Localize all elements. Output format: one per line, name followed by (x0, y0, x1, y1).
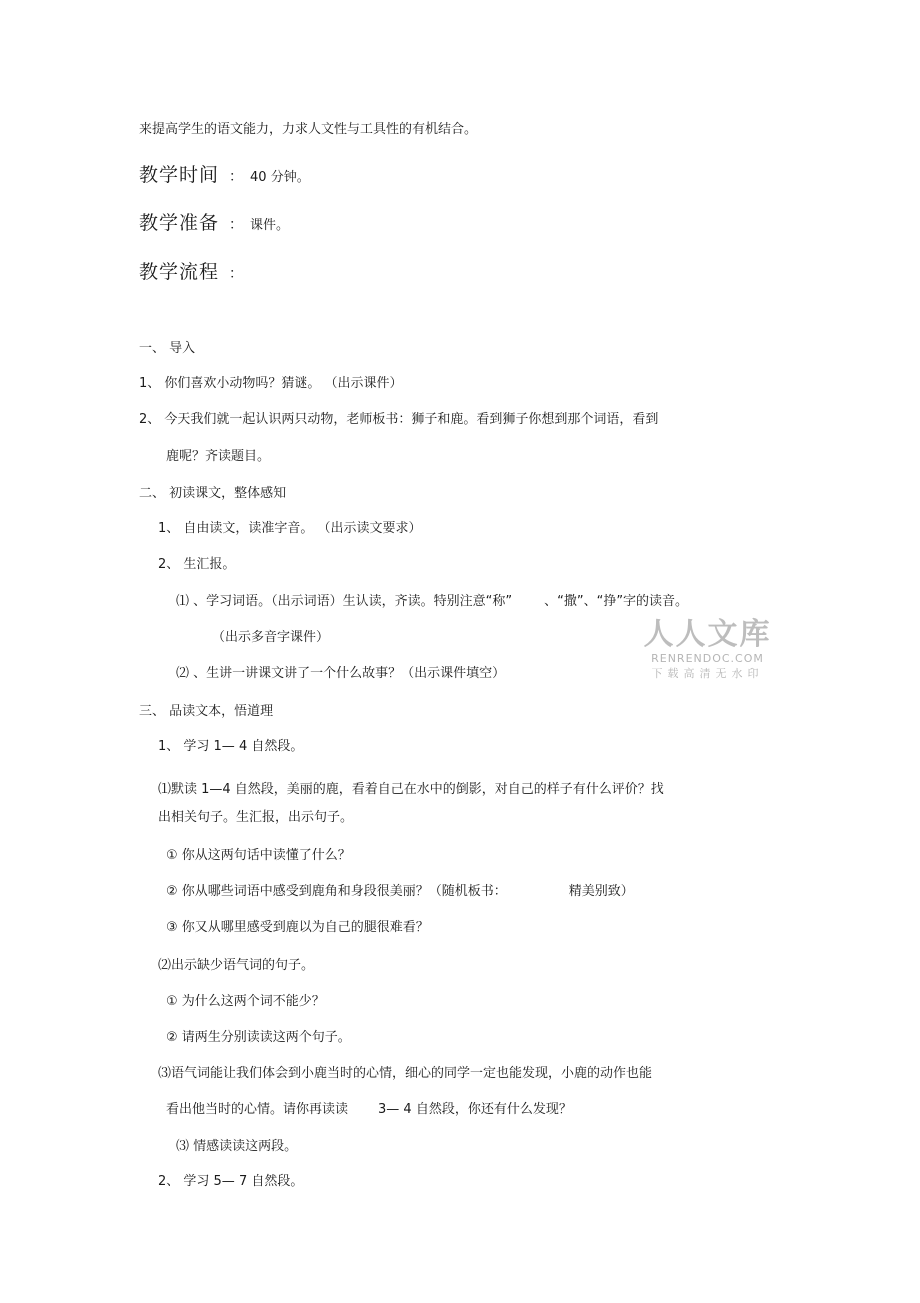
section-3-heading: 三、 品读文本，悟道理 (139, 704, 274, 719)
watermark-title: 人人文库 (643, 617, 772, 652)
paragraph-4: ⑶ 情感读读这两段。 (176, 1139, 298, 1154)
paragraph-2: ⑵出示缺少语气词的句子。 (158, 958, 315, 973)
teaching-time-row (139, 163, 310, 190)
section-1-item-2: 2、 今天我们就一起认识两只动物，老师板书：狮子和鹿。看到狮子你想到那个词语，看到 (139, 412, 659, 427)
section-2-heading: 二、 初读课文，整体感知 (139, 486, 287, 501)
section-2-sub-1-cont: （出示多音字课件） (212, 630, 330, 645)
colon: ： (229, 266, 245, 282)
question-2-part-a: ② 你从哪些词语中感受到鹿角和身段很美丽？（随机板书： (166, 884, 507, 899)
section-3-item-1: 1、 学习 1— 4 自然段。 (158, 739, 304, 754)
question-1: ① 你从这两句话中读懂了什么？ (166, 848, 351, 863)
colon: ： (229, 169, 245, 185)
question-2 (166, 883, 634, 901)
section-3-item-2: 2、 学习 5— 7 自然段。 (158, 1174, 304, 1189)
teaching-time-value: 40 分钟。 (250, 170, 310, 185)
question-2-part-b: 精美别致） (568, 884, 634, 899)
paragraph-3-cont-part-a: 看出他当时的心情。请你再读读 (166, 1102, 349, 1117)
colon: ： (229, 217, 245, 233)
section-2-item-2: 2、 生汇报。 (158, 557, 236, 572)
reflection-1: ① 为什么这两个词不能少？ (166, 994, 325, 1009)
section-2-sub-1-part-a: ⑴ 、学习词语。（出示词语）生认读，齐读。特别注意“称” (176, 594, 513, 609)
paragraph-1: ⑴默读 1—4 自然段，美丽的鹿，看着自己在水中的倒影，对自己的样子有什么评价？找 (158, 782, 664, 797)
teaching-prep-label: 教学准备 (139, 212, 220, 234)
section-1-item-1: 1、 你们喜欢小动物吗？猜谜。 （出示课件） (139, 376, 403, 391)
paragraph-3-cont (166, 1101, 572, 1119)
teaching-time-label: 教学时间 (139, 164, 220, 186)
paragraph-3: ⑶语气词能让我们体会到小鹿当时的心情，细心的同学一定也能发现，小鹿的动作也能 (158, 1066, 653, 1081)
teaching-flow-label: 教学流程 (139, 261, 220, 283)
section-1-item-2-cont: 鹿呢？齐读题目。 (166, 449, 271, 464)
paragraph-1-cont: 出相关句子。生汇报，出示句子。 (158, 810, 354, 825)
watermark-logo (640, 618, 775, 682)
teaching-flow-row (139, 260, 244, 286)
paragraph-3-cont-part-b: 3— 4 自然段，你还有什么发现？ (378, 1102, 572, 1117)
teaching-prep-row (139, 211, 289, 238)
watermark-domain: RENRENDOC.COM (651, 652, 764, 665)
reflection-2: ② 请两生分别读读这两个句子。 (166, 1030, 351, 1045)
section-1-heading: 一、 导入 (139, 341, 196, 356)
watermark-tagline: 下载高清无水印 (651, 667, 764, 680)
section-2-sub-1 (176, 593, 688, 611)
section-2-sub-1-part-b: 、“撒”、“挣”字的读音。 (544, 594, 689, 609)
section-2-sub-2: ⑵ 、生讲一讲课文讲了一个什么故事？（出示课件填空） (176, 666, 506, 681)
question-3: ③ 你又从哪里感受到鹿以为自己的腿很难看？ (166, 920, 429, 935)
teaching-prep-value: 课件。 (250, 218, 290, 233)
intro-text: 来提高学生的语文能力，力求人文性与工具性的有机结合。 (139, 122, 478, 137)
section-2-item-1: 1、 自由读文，读准字音。 （出示读文要求） (158, 521, 422, 536)
